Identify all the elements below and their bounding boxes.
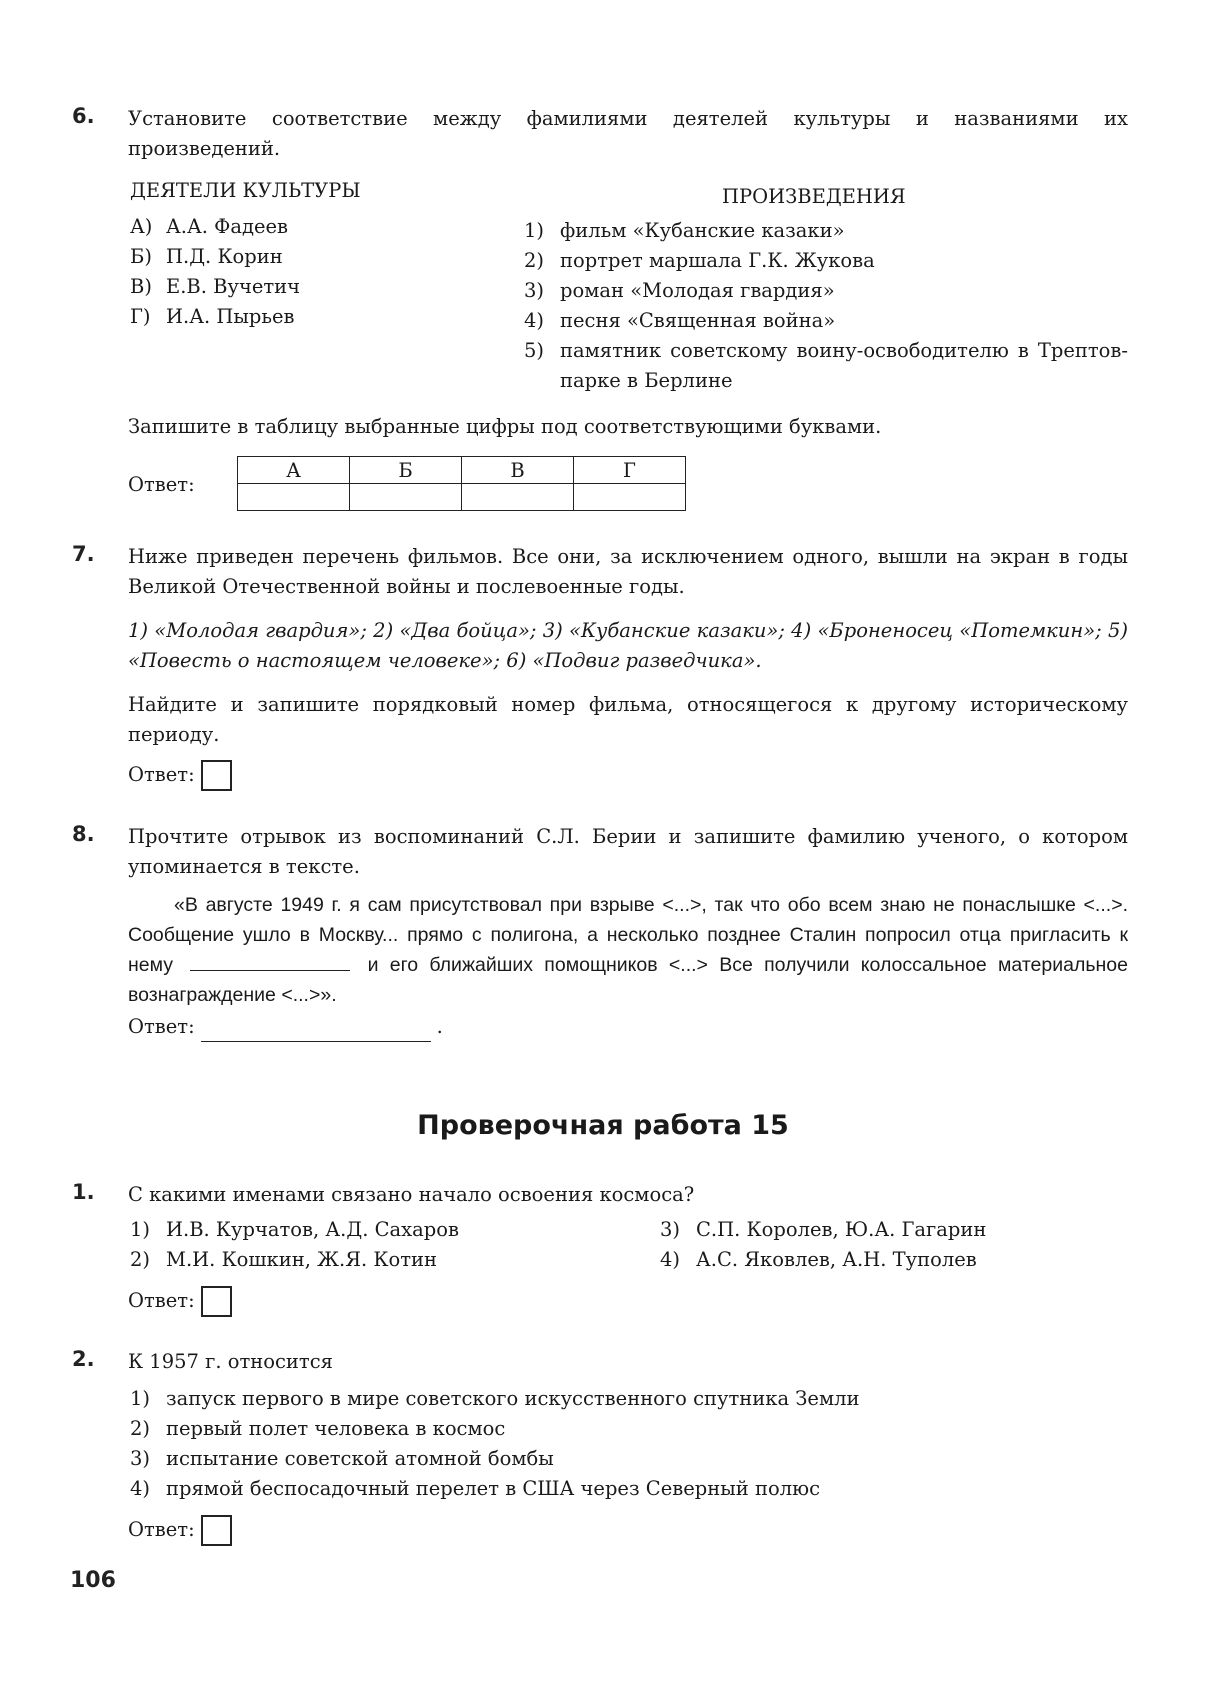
item-text: памятник советскому воину-освободителю в Трептов-парке в Берлине: [560, 339, 1128, 392]
answer-row: [128, 1012, 443, 1042]
item-label: 5): [524, 339, 545, 362]
question-text: С какими именами связано начало освоения космоса?: [128, 1183, 695, 1206]
answer-cell-v[interactable]: [462, 484, 574, 511]
quote-text: [128, 890, 1128, 1010]
answer-line[interactable]: [201, 1019, 431, 1042]
option-text: С.П. Королев, Ю.А. Гагарин: [696, 1218, 987, 1241]
option-text: А.С. Яковлев, А.Н. Туполев: [696, 1248, 977, 1271]
answer-end: .: [436, 1015, 443, 1038]
option-label: 3): [660, 1218, 681, 1241]
quote-blank: [190, 950, 350, 971]
answer-table: [237, 456, 686, 511]
options-left: [130, 1215, 459, 1275]
answer-label: Ответ:: [128, 1289, 195, 1312]
option-label: 2): [130, 1248, 151, 1271]
list-item: [130, 212, 430, 242]
answer-box[interactable]: [201, 1515, 232, 1546]
option-label: 2): [130, 1417, 151, 1440]
section-title: Проверочная работа 15: [417, 1110, 789, 1141]
option-item[interactable]: [130, 1215, 459, 1245]
quote-part-2: и его ближайших помощников <...> Все получили колоссальное материальное вознаграждение <...>».: [128, 954, 1128, 1006]
list-item: [524, 276, 1128, 306]
instruction-text: Запишите в таблицу выбранные цифры под соответствующими буквами.: [128, 415, 882, 438]
right-items-list: [524, 216, 1128, 396]
options-right: [660, 1215, 986, 1275]
question-number: 8.: [72, 822, 95, 846]
film-list: 1) «Молодая гвардия»; 2) «Два бойца»; 3) «Кубанские казаки»; 4) «Броненосец «Потемкин»; 5) «Повесть о настоящем человеке»; 6) «Подвиг разведчика».: [128, 619, 1128, 672]
table-header-g: Г: [574, 457, 686, 484]
table-header-v: В: [462, 457, 574, 484]
item-text: роман «Молодая гвардия»: [560, 279, 835, 302]
option-label: 1): [130, 1387, 151, 1410]
answer-row: [128, 1286, 232, 1317]
answer-cell-a[interactable]: [238, 484, 350, 511]
list-item: [524, 246, 1128, 276]
answer-label: Ответ:: [128, 1518, 195, 1541]
item-text: портрет маршала Г.К. Жукова: [560, 249, 875, 272]
question-text: Установите соответствие между фамилиями деятелей культуры и названиями их произведений.: [128, 107, 1128, 160]
option-text: первый полет человека в космос: [166, 1417, 506, 1440]
question-number: 7.: [72, 542, 95, 566]
option-item[interactable]: [130, 1444, 1080, 1474]
table-header-a: А: [238, 457, 350, 484]
option-item[interactable]: [130, 1414, 1080, 1444]
item-text: И.А. Пырьев: [166, 305, 295, 328]
column-header-right: ПРОИЗВЕДЕНИЯ: [722, 185, 906, 208]
task-text: Найдите и запишите порядковый номер фильма, относящегося к другому историческому периоду.: [128, 693, 1128, 746]
answer-row: [128, 1515, 232, 1546]
item-text: песня «Священная война»: [560, 309, 836, 332]
item-text: А.А. Фадеев: [166, 215, 289, 238]
question-number: 6.: [72, 104, 95, 128]
page-number: 106: [70, 1568, 116, 1593]
option-item[interactable]: [130, 1474, 1080, 1504]
list-item: [524, 306, 1128, 336]
item-text: фильм «Кубанские казаки»: [560, 219, 845, 242]
item-label: 3): [524, 279, 545, 302]
item-label: Г): [130, 305, 151, 328]
item-label: 1): [524, 219, 545, 242]
option-item[interactable]: [130, 1245, 459, 1275]
option-label: 3): [130, 1447, 151, 1470]
option-text: М.И. Кошкин, Ж.Я. Котин: [166, 1248, 437, 1271]
item-label: Б): [130, 245, 152, 268]
answer-row: [128, 760, 232, 791]
option-item[interactable]: [660, 1245, 986, 1275]
table-header-b: Б: [350, 457, 462, 484]
option-text: испытание советской атомной бомбы: [166, 1447, 554, 1470]
options-list: [130, 1384, 1080, 1504]
item-text: П.Д. Корин: [166, 245, 283, 268]
option-label: 4): [660, 1248, 681, 1271]
list-item: [130, 242, 430, 272]
answer-label: Ответ:: [128, 473, 195, 496]
option-label: 4): [130, 1477, 151, 1500]
answer-box[interactable]: [201, 760, 232, 791]
list-item: [524, 216, 1128, 246]
option-text: запуск первого в мире советского искусственного спутника Земли: [166, 1387, 860, 1410]
answer-cell-g[interactable]: [574, 484, 686, 511]
answer-label: Ответ:: [128, 763, 195, 786]
question-text: К 1957 г. относится: [128, 1350, 333, 1373]
option-label: 1): [130, 1218, 151, 1241]
question-number: 2.: [72, 1347, 95, 1371]
quote-part-1: «В августе 1949 г. я сам присутствовал при взрыве <...>, так что обо всем знаю не понаслышке <...>. Сообщение ушло в Москву... прямо с полигона, а несколько позднее Сталин попросил отца пригласить к нему: [128, 894, 1128, 976]
answer-label: Ответ:: [128, 1015, 195, 1038]
item-label: 2): [524, 249, 545, 272]
left-items-list: [130, 212, 430, 332]
item-text: Е.В. Вучетич: [166, 275, 301, 298]
question-text: Прочтите отрывок из воспоминаний С.Л. Берии и запишите фамилию ученого, о котором упоминается в тексте.: [128, 825, 1128, 878]
question-text: Ниже приведен перечень фильмов. Все они, за исключением одного, вышли на экран в годы Великой Отечественной войны и послевоенные годы.: [128, 545, 1128, 598]
option-text: И.В. Курчатов, А.Д. Сахаров: [166, 1218, 459, 1241]
list-item: [524, 336, 1128, 396]
option-item[interactable]: [660, 1215, 986, 1245]
item-label: А): [130, 215, 153, 238]
question-number: 1.: [72, 1180, 95, 1204]
column-header-left: ДЕЯТЕЛИ КУЛЬТУРЫ: [130, 179, 361, 202]
answer-cell-b[interactable]: [350, 484, 462, 511]
list-item: [130, 302, 430, 332]
item-label: В): [130, 275, 152, 298]
list-item: [130, 272, 430, 302]
answer-box[interactable]: [201, 1286, 232, 1317]
option-item[interactable]: [130, 1384, 1080, 1414]
option-text: прямой беспосадочный перелет в США через Северный полюс: [166, 1477, 820, 1500]
item-label: 4): [524, 309, 545, 332]
